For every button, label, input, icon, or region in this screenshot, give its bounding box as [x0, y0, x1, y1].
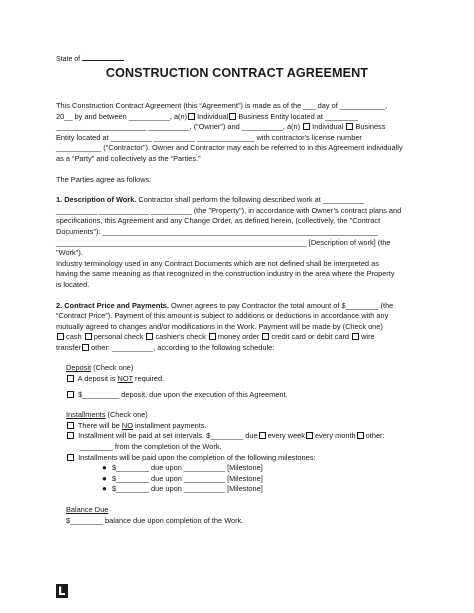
section1-heading: 1. Description of Work. [56, 195, 137, 205]
deposit-heading-line [66, 363, 412, 374]
contractor-business-label: Business [355, 122, 386, 132]
payment-other-label: other: __________, according to the following schedule: [91, 342, 275, 352]
section1-line-1-text: Contractor shall perform the following described work at __________ [138, 195, 364, 205]
balance-block [56, 505, 412, 526]
installments-option-3 [66, 453, 412, 464]
section-contract-price [56, 301, 412, 354]
deposit-check-one: (Check one) [91, 363, 134, 373]
deposit-not-required-checkbox[interactable] [67, 375, 74, 382]
installments-heading: Installments [66, 410, 106, 420]
deposit-block [56, 363, 412, 400]
intro-line-2-a: 20__ by and between __________, a(n) [56, 111, 188, 121]
milestone-list [66, 463, 412, 495]
bullet-icon: ● [102, 473, 107, 483]
section-description-of-work [56, 195, 412, 290]
payment-money-order-checkbox[interactable] [209, 333, 216, 340]
milestones-checkbox[interactable] [67, 454, 74, 461]
owner-business-label: Business Entity located at ________ [238, 111, 358, 121]
logo-icon [56, 584, 68, 598]
installments-option-1-no: NO [121, 420, 133, 430]
balance-text: $________ balance due upon completion of the Work. [66, 515, 244, 525]
installments-option-3-text: Installments will be paid upon the completion of the following milestones: [78, 452, 316, 462]
payment-cash-label: cash [66, 332, 82, 342]
payment-personal-check-checkbox[interactable] [85, 333, 92, 340]
section1-line-1 [56, 195, 412, 206]
state-of-blank[interactable] [82, 53, 124, 61]
intro-line-6: as a “Party” and collectively as the “Parties.” [56, 153, 201, 163]
no-installments-checkbox[interactable] [67, 422, 74, 429]
installments-heading-line [66, 410, 412, 421]
intro-line-4: Entity located at __________ __________ ______________ with contractor's license number [56, 132, 362, 142]
deposit-option-2 [66, 390, 412, 401]
deposit-option-1 [66, 374, 412, 385]
payment-cashiers-check-label: cashier's check [155, 332, 206, 342]
document-title: CONSTRUCTION CONTRACT AGREEMENT [105, 66, 369, 80]
section1-line-7: having the same meaning as that recognized in the construction industry in the area where the Property [56, 269, 395, 279]
owner-individual-checkbox[interactable] [188, 113, 195, 120]
section2-line-3: mutually agreed to changes and/or modifications in the Work. Payment will be made by (Check one) [56, 321, 383, 331]
installments-option-2-a: Installment will be paid at set intervals. $________ due [78, 431, 258, 441]
deposit-option-1-a: A deposit is [77, 374, 118, 384]
every-month-label: every month [315, 431, 356, 441]
section2-line-1 [56, 301, 412, 312]
installments-option-2 [66, 431, 412, 442]
owner-individual-label: Individual [197, 111, 229, 121]
milestone-text: $________ due upon __________ [Milestone] [112, 463, 263, 473]
contractor-individual-checkbox[interactable] [303, 123, 310, 130]
payment-cash-checkbox[interactable] [57, 333, 64, 340]
installments-option-2-cont: ________ from the completion of the Work. [80, 442, 222, 452]
installments-check-one: (Check one) [105, 410, 148, 420]
contractor-business-checkbox[interactable] [346, 123, 353, 130]
document-body [56, 101, 412, 526]
section1-line-6: Industry terminology used in any Contract Documents which are not defined shall be interpreted as [56, 258, 379, 268]
installments-block [56, 410, 412, 495]
payment-wire-label: wire [361, 332, 375, 342]
installments-option-1-a: There will be [77, 420, 122, 430]
section2-heading: 2. Contract Price and Payments. [56, 300, 169, 310]
state-of-label: State of [56, 56, 81, 63]
payment-wire-transfer-label: transfer [56, 342, 82, 352]
interval-other-label: other: [365, 431, 385, 441]
payment-personal-check-label: personal check [93, 332, 144, 342]
payment-cashiers-check-checkbox[interactable] [146, 333, 153, 340]
payment-wire-checkbox[interactable] [352, 333, 359, 340]
bullet-icon: ● [102, 463, 107, 473]
intro-line-3 [56, 122, 412, 133]
every-week-label: every week [267, 431, 305, 441]
section2-line-2: “Contract Price”). Payment of this amount is subject to additions or deductions in accordance with any [56, 311, 389, 321]
deposit-option-2-text: $_________ deposit, due upon the execution of this Agreement. [78, 389, 288, 399]
deposit-heading: Deposit [66, 363, 92, 373]
section1-line-4: Documents"): ___________________________________________________________________ [56, 226, 378, 236]
section1-line-8: is located. [56, 279, 90, 289]
milestone-item [102, 484, 412, 495]
payment-other-checkbox[interactable] [82, 344, 89, 351]
deposit-amount-checkbox[interactable] [67, 391, 74, 398]
payment-money-order-label: money order [217, 332, 260, 342]
bullet-icon: ● [102, 484, 107, 494]
intro-paragraph [56, 101, 412, 165]
state-of-line [56, 53, 124, 66]
parties-agree: The Parties agree as follows: [56, 174, 152, 184]
every-month-checkbox[interactable] [306, 432, 313, 439]
milestone-item [102, 474, 412, 485]
section1-line-2: __________ ____________ __________ (the "Property"), in accordance with Owner’s contract plans and [56, 205, 402, 215]
section2-line-1-text: Owner agrees to pay Contractor the total amount of $________ (the [171, 300, 394, 310]
balance-heading: Balance Due [66, 505, 109, 514]
intro-line-2 [56, 112, 412, 123]
milestone-text: $________ due upon __________ [Milestone] [112, 473, 263, 483]
interval-other-checkbox[interactable] [357, 432, 364, 439]
payment-methods-line [56, 332, 412, 343]
payment-card-label: credit card or debit card [271, 332, 350, 342]
milestone-text: $________ due upon __________ [Milestone] [112, 484, 263, 494]
every-week-checkbox[interactable] [259, 432, 266, 439]
intro-line-5: ___________ ("Contractor"). Owner and Contractor may each be referred to in this Agreement individually [56, 143, 403, 153]
payment-methods-line-2 [56, 343, 412, 354]
section1-line-3: specifications, this Agreement and any Change Order, as defined herein, (collectively, the "Contract [56, 216, 381, 226]
owner-business-checkbox[interactable] [229, 113, 236, 120]
section1-line-5: _____________________________________________________________ [Description of work] (the "Work"). [56, 237, 391, 258]
contractor-individual-label: Individual [312, 122, 344, 132]
installments-option-1-c: installment payments. [132, 420, 207, 430]
deposit-option-1-not: NOT [117, 374, 133, 384]
payment-card-checkbox[interactable] [262, 333, 269, 340]
set-intervals-checkbox[interactable] [67, 432, 74, 439]
deposit-option-1-c: required. [132, 374, 165, 384]
milestone-item [102, 463, 412, 474]
intro-line-1: This Construction Contract Agreement (this “Agreement”) is made as of the ___ day of ___________, [56, 101, 388, 110]
intro-line-3-a: ______________________ __________, (“Owner”) and __________, a(n) [56, 122, 301, 132]
installments-option-1 [66, 421, 412, 432]
